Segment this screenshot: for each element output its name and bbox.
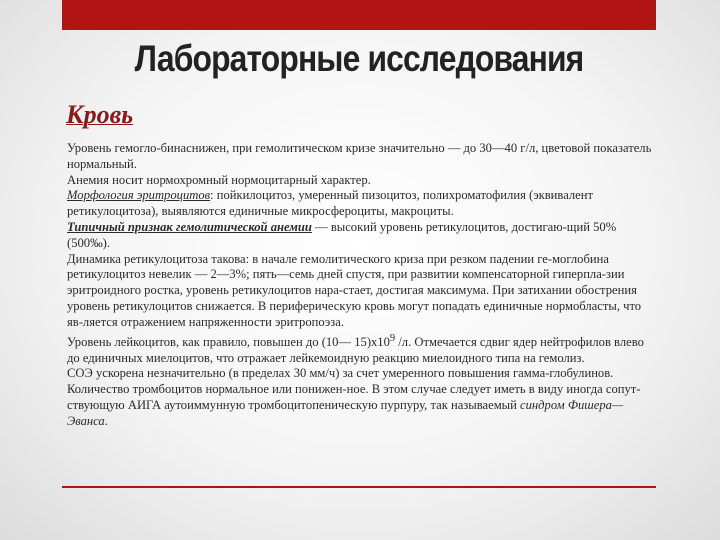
paragraph-esr: СОЭ ускорена незначительно (в пределах 30 мм/ч) за счет умеренного повышения гамма-глобулинов.: [67, 366, 614, 381]
paragraph-reticulocytosis: Динамика ретикулоцитоза такова: в начале гемолитического криза при резком падении ге-моглобина ретикулоцитоз невелик — 2—3%; пять—семь дней спустя, при развитии компенсаторной гиперпла-зии эритроидного ростка, уровень ретикулоцитов нара-стает, достигая максимума. При затихании обострения уровень ретикулоцитов снижается. В периферическую кровь могут попадать единичные нормобласты, что яв-ляется отражением напряженности эритропоэза.: [67, 251, 642, 329]
paragraph-anemia-type: Анемия носит нормохромный нормоцитарный характер.: [67, 172, 371, 187]
morphology-label: Морфология эритроцитов: [67, 188, 211, 203]
platelets-text-start: Количество тромбоцитов нормальное или понижен-ное. В этом случае следует иметь в виду иногда сопут-ствующую АИГА аутоиммунную тромбоцитопеническую пурпуру, так называемый: [67, 382, 641, 412]
leukocytes-text-end: /л. Отмечается сдвиг ядер нейтрофилов влево до единичных миелоцитов, что отражает лейкемоидную реакцию миелоидного типа на гемолиз.: [67, 334, 644, 365]
bottom-accent-line: [62, 486, 656, 488]
slide-body: [67, 141, 652, 430]
top-accent-band: [62, 0, 656, 30]
leukocytes-text-start: Уровень лейкоцитов, как правило, повышен до (10— 15)х10: [67, 334, 390, 349]
leukocytes-exponent: 9: [389, 332, 396, 344]
paragraph-typical-sign: [67, 220, 652, 252]
typical-sign-text: — высокий уровень ретикулоцитов, достигаю-щий 50% (500‰).: [67, 219, 617, 250]
slide-title: Лабораторные исследования: [134, 38, 584, 79]
paragraph-platelets: [67, 382, 652, 429]
paragraph-morphology: [67, 188, 652, 220]
paragraph-leukocytes: [67, 331, 652, 367]
paragraph-hemoglobin: Уровень гемогло-бинаснижен, при гемолитическом кризе значительно — до 30—40 г/л, цветовой показатель нормальный.: [67, 141, 652, 171]
typical-sign-label: Типичный признак гемолитической анемии: [67, 219, 312, 234]
platelets-text-end: .: [104, 413, 108, 428]
section-heading: Кровь: [66, 100, 134, 129]
morphology-text: : пойкилоцитоз, умеренный пизоцитоз, полихроматофилия (эквивалент ретикулоцитоза), выявляются единичные микросфероциты, макроциты.: [67, 188, 594, 219]
syndrome-name: синдром Фишера—Эванса: [67, 397, 624, 428]
